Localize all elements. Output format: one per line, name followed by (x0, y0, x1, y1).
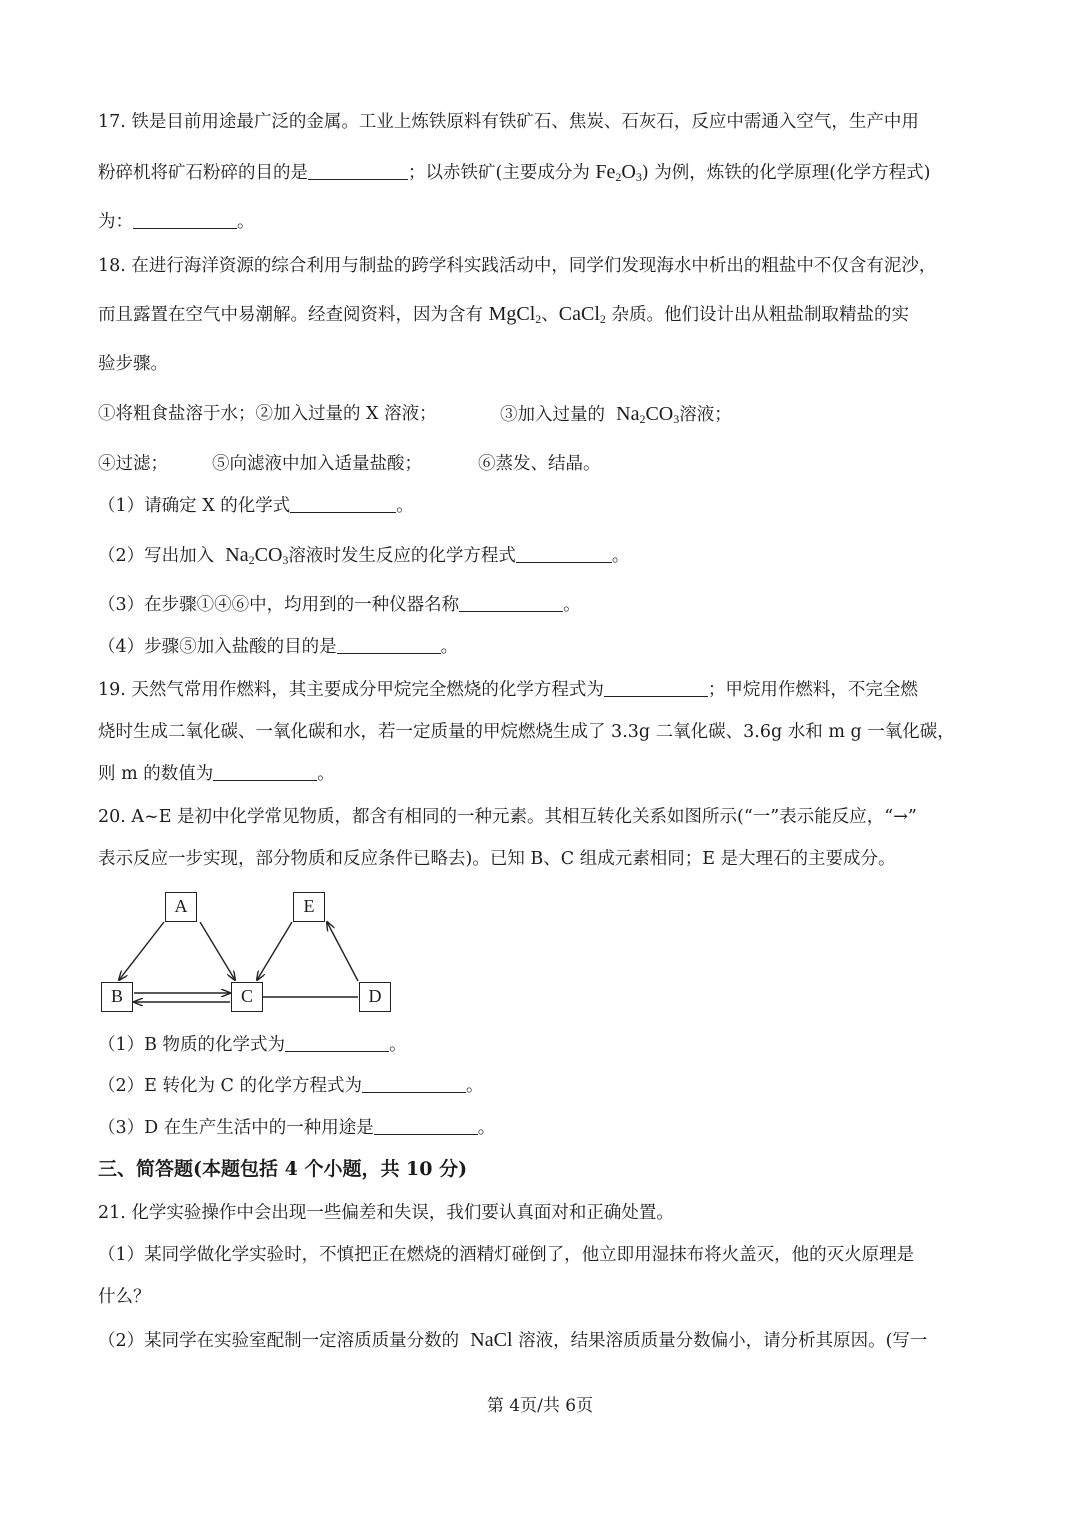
q17-line-2: 粉碎机将矿石粉碎的目的是 ；以赤铁矿(主要成分为 $Fe_2O_3$) 为例，炼铁的化学原理(化学方程式) (98, 161, 931, 184)
node-e: E (293, 892, 325, 922)
answer-blank[interactable] (213, 760, 317, 781)
q20-sub-2: （2）E 转化为 C 的化学方程式为 。 (98, 1072, 990, 1100)
node-d: D (359, 982, 391, 1012)
q19-line-1: 19. 天然气常用作燃料，其主要成分甲烷完全燃烧的化学方程式为 ；甲烷用作燃料，不完全燃 (98, 676, 990, 704)
q18-line-2: 而且露置在空气中易潮解。经查阅资料，因为含有 MgCl$_2$、CaCl$_2$ 杂质。他们设计出从粗盐制取精盐的实 (98, 303, 909, 326)
q18-steps-1: ①将粗食盐溶于水；②加入过量的 X 溶液； ③加入过量的 $Na_2CO_3$溶液； (98, 400, 990, 428)
section-heading: 三、简答题(本题包括 4 个小题，共 10 分) (98, 1158, 468, 1180)
formula-mgcl2: MgCl$_2$ (488, 303, 542, 326)
formula-na2co3: $Na_2CO_3$ (225, 544, 289, 567)
arrow-a-to-c (200, 922, 235, 980)
q21-line-4: （2）某同学在实验室配制一定溶质质量分数的 NaCl 溶液，结果溶质质量分数偏小，请分析其原因。(写一 (98, 1329, 928, 1351)
answer-blank[interactable] (308, 159, 408, 180)
q20-sub-1: （1）B 物质的化学式为 。 (98, 1031, 990, 1059)
q18-sub-4: （4）步骤⑤加入盐酸的目的是 。 (98, 633, 990, 661)
answer-blank[interactable] (285, 1031, 389, 1052)
q21-line-1: 21. 化学实验操作中会出现一些偏差和失误，我们要认真面对和正确处置。 (98, 1203, 674, 1223)
q21-line-3: 什么？ (98, 1287, 151, 1307)
q18-step-3: ③加入过量的 $Na_2CO_3$溶液； (500, 403, 732, 426)
q17-line-3: 为： 。 (98, 208, 990, 236)
reaction-diagram (100, 888, 400, 1018)
formula-fe2o3: $Fe_2O_3$ (595, 161, 642, 184)
q18-sub-2: （2）写出加入 $Na_2CO_3$溶液时发生反应的化学方程式 。 (98, 544, 630, 567)
q18-line-3: 验步骤。 (98, 354, 168, 374)
node-b: B (101, 982, 133, 1012)
answer-blank[interactable] (459, 591, 563, 612)
answer-blank[interactable] (362, 1072, 466, 1093)
answer-blank[interactable] (516, 542, 612, 563)
q19-line-2: 烧时生成二氧化碳、一氧化碳和水，若一定质量的甲烷燃烧生成了 3.3g 二氧化碳、3.6g 水和 m g 一氧化碳， (98, 722, 955, 742)
answer-blank[interactable] (133, 208, 237, 229)
arrow-d-to-e (327, 922, 358, 981)
answer-blank[interactable] (374, 1114, 478, 1135)
node-a: A (165, 892, 197, 922)
q18-sub-1: （1）请确定 X 的化学式 。 (98, 492, 990, 520)
q17-line-1: 17. 铁是目前用途最广泛的金属。工业上炼铁原料有铁矿石、焦炭、石灰石，反应中需通入空气，生产中用 (98, 112, 919, 132)
answer-blank[interactable] (337, 633, 441, 654)
q18-steps-2: ④过滤； ⑤向滤液中加入适量盐酸； ⑥蒸发、结晶。 (98, 454, 601, 474)
arrow-e-to-c (257, 922, 292, 980)
page-number: 第 4页/共 6页 (486, 1396, 594, 1416)
formula-na2co3: $Na_2CO_3$ (616, 403, 680, 426)
q20-line-1: 20. A~E 是初中化学常见物质，都含有相同的一种元素。其相互转化关系如图所示(“一”表示能反应，“→” (98, 807, 917, 827)
answer-blank[interactable] (290, 492, 396, 513)
formula-cacl2: CaCl$_2$ (558, 303, 606, 326)
node-c: C (231, 982, 263, 1012)
q18-sub-3: （3）在步骤①④⑥中，均用到的一种仪器名称 。 (98, 591, 990, 619)
formula-nacl: NaCl (470, 1329, 513, 1351)
q19-line-3: 则 m 的数值为 。 (98, 760, 990, 788)
answer-blank[interactable] (604, 676, 708, 697)
q21-line-2: （1）某同学做化学实验时，不慎把正在燃烧的酒精灯碰倒了，他立即用湿抹布将火盖灭，他的灭火原理是 (98, 1245, 915, 1265)
arrow-a-to-b (119, 922, 164, 980)
q20-line-2: 表示反应一步实现，部分物质和反应条件已略去)。已知 B、C 组成元素相同；E 是大理石的主要成分。 (98, 849, 896, 869)
q18-line-1: 18. 在进行海洋资源的综合利用与制盐的跨学科实践活动中，同学们发现海水中析出的粗盐中不仅含有泥沙， (98, 256, 937, 276)
q20-sub-3: （3）D 在生产生活中的一种用途是 。 (98, 1114, 990, 1142)
